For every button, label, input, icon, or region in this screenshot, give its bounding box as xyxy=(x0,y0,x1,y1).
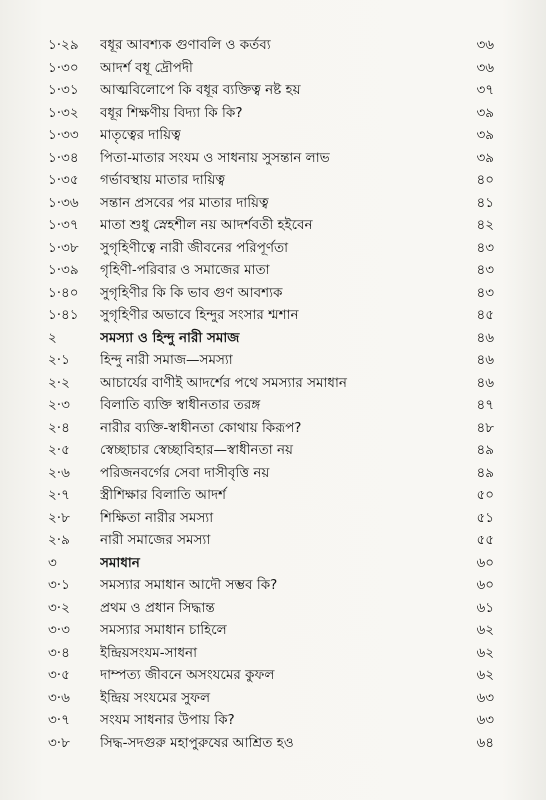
page-number: ৩৯ xyxy=(476,104,494,121)
section-number: ৩·৮ xyxy=(48,734,70,751)
section-number: ১·৪১ xyxy=(48,307,79,323)
section-title: সন্তান প্রসবের পর মাতার দায়িত্ব xyxy=(100,194,269,211)
section-number: ১·৩০ xyxy=(48,59,79,76)
toc-entry xyxy=(0,349,546,372)
section-title: মাতা শুধু স্নেহশীল নয় আদর্শবতী হইবেন xyxy=(100,217,313,233)
page-number: ৬২ xyxy=(476,622,494,638)
page-number: ৪২ xyxy=(476,217,494,233)
toc-entry xyxy=(0,214,546,237)
section-number: ১·৩৬ xyxy=(48,194,79,211)
section-title: আদর্শ বধূ দ্রৌপদী xyxy=(100,59,193,76)
section-number: ৩·২ xyxy=(48,599,70,616)
section-title: সুগৃহিণীত্বে নারী জীবনের পরিপূর্ণতা xyxy=(100,239,289,256)
section-number: ২ xyxy=(48,329,57,346)
section-number: ৩·৭ xyxy=(48,712,70,728)
toc-entry xyxy=(0,529,546,552)
toc-entry xyxy=(0,394,546,417)
section-number: ১·৩৩ xyxy=(48,127,79,143)
page-number: ৩৯ xyxy=(476,149,494,166)
section-title: আত্মবিলোপে কি বধূর ব্যক্তিত্ব নষ্ট হয় xyxy=(100,82,301,98)
section-title: সংযম সাধনার উপায় কি? xyxy=(100,712,235,728)
toc-entry xyxy=(0,282,546,305)
section-title: বধূর আবশ্যক গুণাবলি ও কর্তব্য xyxy=(100,37,271,53)
page-number: ৪৩ xyxy=(476,284,494,301)
section-title: বিলাতি ব্যক্তি স্বাধীনতার তরঙ্গ xyxy=(100,397,261,413)
page-number: ৬৪ xyxy=(476,734,494,751)
section-number: ১·৩৪ xyxy=(48,149,79,166)
section-title: পরিজনবর্গের সেবা দাসীবৃত্তি নয় xyxy=(100,464,270,481)
section-number: ১·৩২ xyxy=(48,104,79,121)
section-title: সমস্যার সমাধান চাহিলে xyxy=(100,622,227,638)
page-number: ৪৯ xyxy=(476,464,494,481)
section-title: ইন্দ্রিয় সংযমের সুফল xyxy=(100,689,211,706)
page-number: ৫৫ xyxy=(476,532,494,548)
page-number: ৩৯ xyxy=(476,127,494,143)
section-title: মাতৃত্বের দায়িত্ব xyxy=(100,127,181,143)
toc-entry xyxy=(0,57,546,80)
page-number: ৬২ xyxy=(476,644,494,661)
section-title: স্বেচ্ছাচার স্বেচ্ছাবিহার—স্বাধীনতা নয় xyxy=(100,442,293,458)
section-number: ২·৫ xyxy=(48,442,70,458)
section-title: নারী সমাজের সমস্যা xyxy=(100,532,211,548)
section-title: হিন্দু নারী সমাজ—সমস্যা xyxy=(100,352,233,368)
toc-entry xyxy=(0,484,546,507)
section-title: গর্ভাবস্থায় মাতার দায়িত্ব xyxy=(100,172,226,188)
page-number: ৫১ xyxy=(476,509,494,526)
toc-entry xyxy=(0,169,546,192)
page-number: ৬১ xyxy=(476,599,494,616)
toc-entry xyxy=(0,597,546,620)
page-number: ৬০ xyxy=(476,554,494,571)
page-number: ৪৮ xyxy=(476,419,494,436)
section-number: ৩·৫ xyxy=(48,667,70,683)
section-title: সমাধান xyxy=(100,554,140,571)
page-number: ৪৬ xyxy=(476,329,494,346)
section-title: পিতা-মাতার সংযম ও সাধনায় সুসন্তান লাভ xyxy=(100,149,330,166)
section-number: ১·৪০ xyxy=(48,284,79,301)
section-number: ২·১ xyxy=(48,352,70,368)
page-number: ৪০ xyxy=(476,172,494,188)
section-title: সুগৃহিণীর কি কি ভাব গুণ আবশ্যক xyxy=(100,284,283,301)
section-title: নারীর ব্যক্তি-স্বাধীনতা কোথায় কিরূপ? xyxy=(100,419,302,436)
page-number: ৪৭ xyxy=(476,397,494,413)
page-number: ৪৩ xyxy=(476,239,494,256)
toc-entry xyxy=(0,462,546,485)
section-number: ২·৭ xyxy=(48,487,70,503)
toc-entry xyxy=(0,34,546,57)
section-number: ১·৩৫ xyxy=(48,172,79,188)
toc-entry xyxy=(0,102,546,125)
toc-entry xyxy=(0,124,546,147)
toc-entry xyxy=(0,507,546,530)
page-number: ৬৩ xyxy=(476,712,494,728)
page-number: ৪৩ xyxy=(476,262,494,278)
table-of-contents xyxy=(0,34,546,754)
section-number: ২·৬ xyxy=(48,464,70,481)
page-number: ৪৬ xyxy=(476,352,494,368)
section-title: সমস্যার সমাধান আদৌ সম্ভব কি? xyxy=(100,577,278,593)
toc-entry xyxy=(0,732,546,755)
toc-entry xyxy=(0,574,546,597)
toc-entry xyxy=(0,147,546,170)
page-number: ৬২ xyxy=(476,667,494,683)
section-number: ৩ xyxy=(48,554,57,571)
toc-entry xyxy=(0,709,546,732)
section-number: ৩·৬ xyxy=(48,689,70,706)
toc-entry xyxy=(0,79,546,102)
section-title: বধূর শিক্ষণীয় বিদ্যা কি কি? xyxy=(100,104,243,121)
section-number: ১·৩৭ xyxy=(48,217,79,233)
section-title: প্রথম ও প্রধান সিদ্ধান্ত xyxy=(100,599,215,616)
section-number: ২·৮ xyxy=(48,509,70,526)
toc-entry xyxy=(0,417,546,440)
toc-entry xyxy=(0,259,546,282)
section-number: ১·৩৯ xyxy=(48,262,79,278)
section-number: ২·৩ xyxy=(48,397,70,413)
toc-entry xyxy=(0,304,546,327)
toc-entry xyxy=(0,619,546,642)
section-title: সিদ্ধ-সদগুরু মহাপুরুষের আশ্রিত হও xyxy=(100,734,294,751)
section-number: ১·৩১ xyxy=(48,82,79,98)
section-title: স্ত্রীশিক্ষার বিলাতি আদর্শ xyxy=(100,487,227,503)
section-title: ইন্দ্রিয়সংযম-সাধনা xyxy=(100,644,198,661)
page-number: ৫০ xyxy=(476,487,494,503)
section-title: আচার্যের বাণীই আদর্শের পথে সমস্যার সমাধান xyxy=(100,374,347,391)
page-number: ৬০ xyxy=(476,577,494,593)
section-number: ২·২ xyxy=(48,374,70,391)
toc-entry xyxy=(0,687,546,710)
toc-entry xyxy=(0,237,546,260)
page-number: ৪৯ xyxy=(476,442,494,458)
section-title: সমস্যা ও হিন্দু নারী সমাজ xyxy=(100,329,240,346)
section-number: ২·৪ xyxy=(48,419,70,436)
toc-entry xyxy=(0,664,546,687)
toc-entry xyxy=(0,439,546,462)
page-number: ৩৭ xyxy=(476,82,494,98)
page-number: ৪৬ xyxy=(476,374,494,391)
toc-entry xyxy=(0,327,546,350)
section-number: ১·২৯ xyxy=(48,37,79,53)
section-title: সুগৃহিণীর অভাবে হিন্দুর সংসার শ্মশান xyxy=(100,307,299,323)
section-number: ৩·৩ xyxy=(48,622,70,638)
toc-entry xyxy=(0,552,546,575)
page-number: ৪৫ xyxy=(476,307,494,323)
section-title: দাম্পত্য জীবনে অসংযমের কুফল xyxy=(100,667,275,683)
section-number: ২·৯ xyxy=(48,532,70,548)
toc-entry xyxy=(0,642,546,665)
section-title: গৃহিণী-পরিবার ও সমাজের মাতা xyxy=(100,262,270,278)
page-number: ৩৬ xyxy=(476,37,494,53)
section-number: ৩·১ xyxy=(48,577,70,593)
page-number: ৬৩ xyxy=(476,689,494,706)
page-number: ৪১ xyxy=(476,194,494,211)
toc-entry xyxy=(0,372,546,395)
toc-entry xyxy=(0,192,546,215)
section-number: ১·৩৮ xyxy=(48,239,79,256)
page-number: ৩৬ xyxy=(476,59,494,76)
section-title: শিক্ষিতা নারীর সমস্যা xyxy=(100,509,214,526)
section-number: ৩·৪ xyxy=(48,644,70,661)
